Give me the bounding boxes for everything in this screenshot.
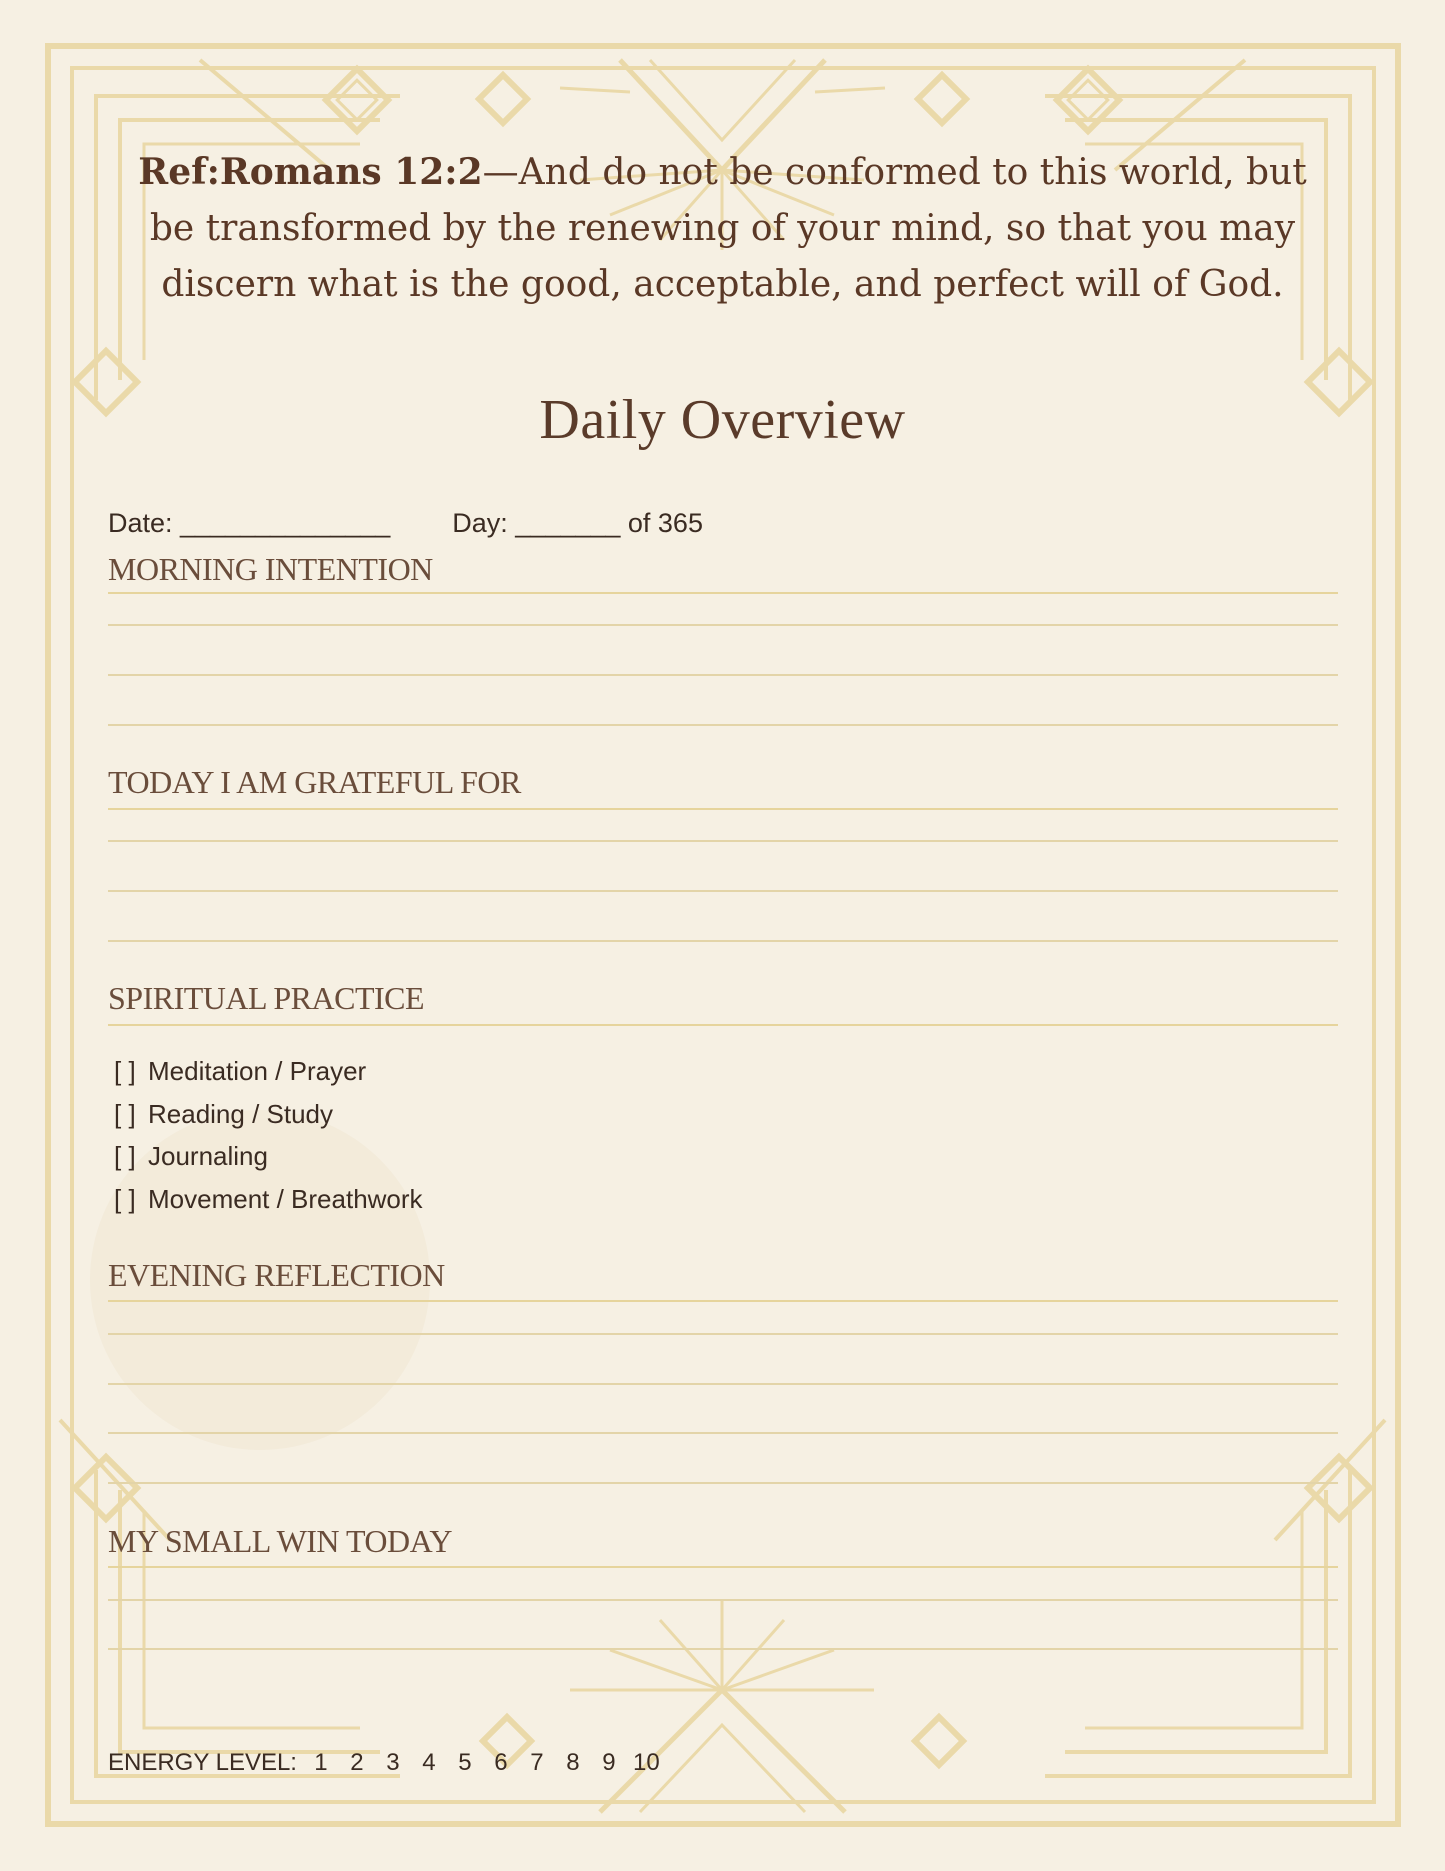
writing-line[interactable]	[108, 890, 1338, 892]
writing-line[interactable]	[108, 1333, 1338, 1335]
energy-level-option[interactable]: 8	[566, 1749, 580, 1776]
practice-item-movement[interactable]	[114, 1184, 423, 1215]
scripture-verse	[120, 144, 1325, 313]
energy-level-option[interactable]: 10	[632, 1749, 660, 1776]
writing-line[interactable]	[108, 1482, 1338, 1484]
writing-line[interactable]	[108, 940, 1338, 942]
verse-reference: Ref:Romans 12:2	[138, 151, 483, 193]
energy-level-option[interactable]: 1	[314, 1749, 328, 1776]
writing-line[interactable]	[108, 674, 1338, 676]
writing-line[interactable]	[108, 808, 1338, 810]
checkbox-icon[interactable]: [ ]	[114, 1141, 136, 1171]
day-field[interactable]: Day: _______ of 365	[452, 508, 703, 538]
section-morning-intention: MORNING INTENTION	[108, 551, 433, 587]
writing-line[interactable]	[108, 1599, 1338, 1601]
section-evening-reflection: EVENING REFLECTION	[108, 1257, 445, 1293]
verse-text: —And do not be conformed to this world, but be transformed by the renewing of your mind, so that you may discern what is the good, acceptable, and perfect will of God.	[149, 152, 1307, 305]
practice-label: Reading / Study	[148, 1099, 334, 1129]
practice-label: Meditation / Prayer	[148, 1056, 367, 1086]
checkbox-icon[interactable]: [ ]	[114, 1099, 136, 1129]
practice-item-journaling[interactable]	[114, 1141, 268, 1172]
energy-level-option[interactable]: 4	[422, 1749, 436, 1776]
date-field[interactable]: Date: ______________	[108, 508, 391, 538]
practice-item-reading[interactable]	[114, 1099, 333, 1130]
writing-line[interactable]	[108, 1566, 1338, 1568]
checkbox-icon[interactable]: [ ]	[114, 1184, 136, 1214]
writing-line[interactable]	[108, 592, 1338, 594]
writing-line	[108, 1024, 1338, 1026]
practice-item-meditation[interactable]	[114, 1056, 366, 1087]
writing-line[interactable]	[108, 1432, 1338, 1434]
writing-line[interactable]	[108, 1383, 1338, 1385]
writing-line[interactable]	[108, 624, 1338, 626]
energy-level-option[interactable]: 5	[458, 1749, 472, 1776]
energy-level-option[interactable]: 3	[386, 1749, 400, 1776]
section-grateful: TODAY I AM GRATEFUL FOR	[108, 764, 521, 800]
practice-label: Movement / Breathwork	[148, 1184, 423, 1214]
energy-level-row	[108, 1749, 660, 1777]
writing-line[interactable]	[108, 840, 1338, 842]
writing-line[interactable]	[108, 1300, 1338, 1302]
section-spiritual-practice: SPIRITUAL PRACTICE	[108, 980, 425, 1016]
writing-line[interactable]	[108, 724, 1338, 726]
page-title: Daily Overview	[539, 389, 906, 451]
energy-level-option[interactable]: 2	[350, 1749, 364, 1776]
energy-label: ENERGY LEVEL:	[108, 1749, 297, 1776]
energy-level-option[interactable]: 9	[602, 1749, 616, 1776]
energy-level-option[interactable]: 7	[530, 1749, 544, 1776]
writing-line[interactable]	[108, 1648, 1338, 1650]
checkbox-icon[interactable]: [ ]	[114, 1056, 136, 1086]
practice-label: Journaling	[148, 1141, 268, 1171]
energy-level-option[interactable]: 6	[494, 1749, 508, 1776]
date-line	[108, 508, 703, 539]
section-small-win: MY SMALL WIN TODAY	[108, 1523, 452, 1559]
